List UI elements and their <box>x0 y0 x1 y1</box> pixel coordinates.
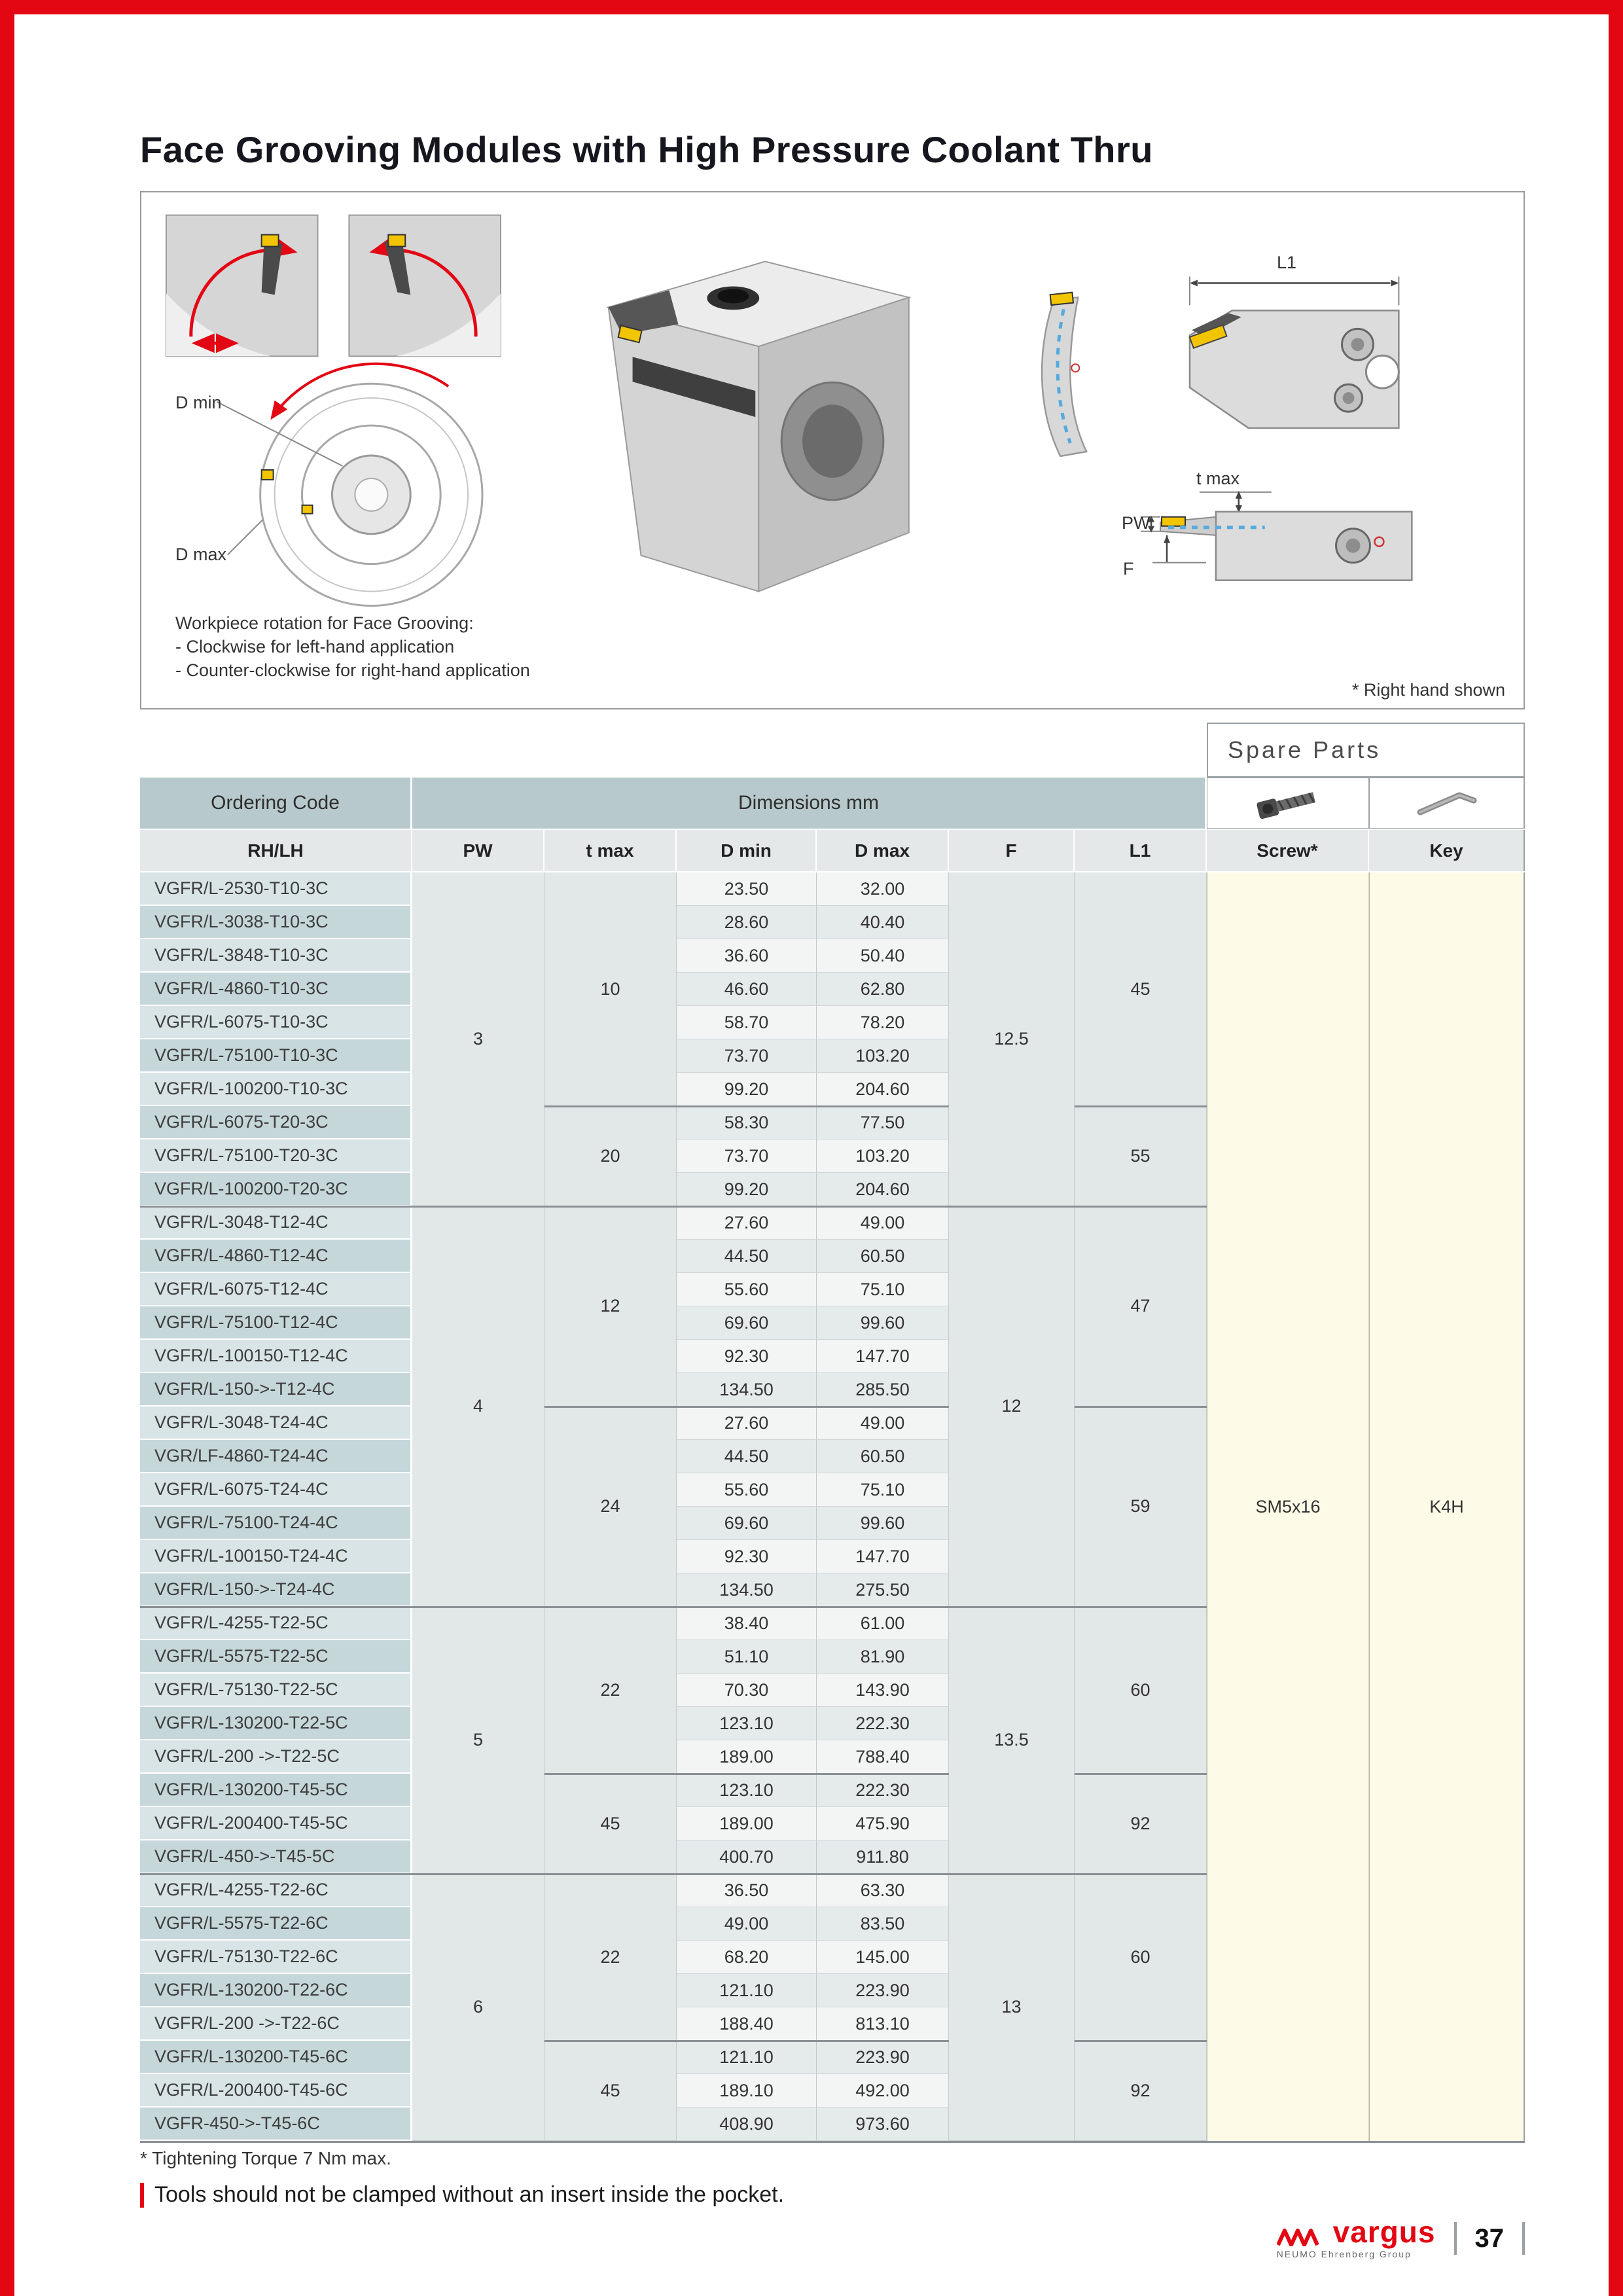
logo-zigzag-icon <box>1277 2227 1329 2246</box>
dmax-cell: 78.20 <box>817 1006 949 1039</box>
dmin-cell: 44.50 <box>677 1240 817 1273</box>
ordering-table <box>140 778 1525 2143</box>
dmax-cell: 222.30 <box>817 1707 949 1740</box>
ordering-code-cell: VGFR/L-450->-T45-5C <box>140 1840 412 1874</box>
dmax-cell: 788.40 <box>817 1740 949 1774</box>
ordering-code-cell: VGFR/L-4860-T12-4C <box>140 1240 412 1273</box>
dmin-cell: 69.60 <box>677 1306 817 1340</box>
page-title: Face Grooving Modules with High Pressure Coolant Thru <box>140 129 1153 170</box>
pw-cell: 6 <box>412 1874 544 2141</box>
technical-figure <box>140 191 1525 709</box>
dmax-cell: 911.80 <box>817 1840 949 1874</box>
ordering-code-cell: VGFR/L-6075-T10-3C <box>140 1006 412 1039</box>
dmin-cell: 58.70 <box>677 1006 817 1039</box>
dmin-cell: 68.20 <box>677 1941 817 1974</box>
tmax-cell: 20 <box>544 1106 677 1206</box>
d-min-label: D min <box>175 393 222 412</box>
ordering-code-cell: VGFR/L-3848-T10-3C <box>140 939 412 973</box>
tmax-dimension-label: t max <box>1196 469 1240 488</box>
ordering-code-cell: VGFR/L-100200-T10-3C <box>140 1073 412 1106</box>
dmin-cell: 92.30 <box>677 1540 817 1573</box>
vargus-logo <box>1277 2217 1436 2259</box>
dmax-cell: 81.90 <box>817 1640 949 1674</box>
tmax-cell: 22 <box>544 1874 677 2041</box>
footer-divider-2 <box>1522 2222 1525 2255</box>
dmin-cell: 38.40 <box>677 1607 817 1640</box>
dmin-cell: 36.50 <box>677 1874 817 1907</box>
ordering-code-cell: VGFR/L-100150-T12-4C <box>140 1340 412 1373</box>
table-body <box>140 872 1525 2143</box>
l1-cell: 47 <box>1075 1206 1207 1407</box>
dmax-cell: 973.60 <box>817 2108 949 2141</box>
table-header-row1 <box>140 778 1525 829</box>
ordering-code-cell: VGFR/L-3048-T12-4C <box>140 1206 412 1240</box>
dmax-cell: 813.10 <box>817 2007 949 2041</box>
ordering-code-cell: VGFR/L-6075-T12-4C <box>140 1273 412 1306</box>
pw-cell: 3 <box>412 872 544 1206</box>
dmax-cell: 285.50 <box>817 1373 949 1407</box>
footer-divider-1 <box>1454 2222 1457 2255</box>
l1-cell: 55 <box>1075 1106 1207 1206</box>
logo-wordmark: vargus <box>1332 2215 1436 2249</box>
l1-cell: 60 <box>1075 1874 1207 2041</box>
dmin-cell: 27.60 <box>677 1206 817 1240</box>
ordering-code-cell: VGFR/L-200 ->-T22-6C <box>140 2007 412 2041</box>
l1-cell: 92 <box>1075 2041 1207 2141</box>
f-cell: 12 <box>949 1206 1075 1607</box>
rotation-note-line2: - Clockwise for left-hand application <box>175 637 455 656</box>
module-detail-view <box>1141 491 1412 581</box>
module-side-view <box>1190 277 1399 429</box>
ordering-code-cell: VGFR/L-75130-T22-6C <box>140 1941 412 1974</box>
dmax-cell: 83.50 <box>817 1907 949 1941</box>
dmax-cell: 49.00 <box>817 1407 949 1440</box>
right-hand-note: * Right hand shown <box>1351 680 1505 700</box>
dmax-cell: 32.00 <box>817 872 949 906</box>
l1-cell: 92 <box>1075 1774 1207 1874</box>
dmin-cell: 49.00 <box>677 1907 817 1941</box>
ordering-code-cell: VGFR/L-2530-T10-3C <box>140 872 412 906</box>
dmin-cell: 58.30 <box>677 1106 817 1139</box>
dmin-cell: 28.60 <box>677 906 817 939</box>
rotation-note-line3: - Counter-clockwise for right-hand application <box>175 660 530 680</box>
dmin-cell: 46.60 <box>677 973 817 1006</box>
page-number: 37 <box>1474 2223 1504 2253</box>
ordering-code-cell: VGFR/L-5575-T22-5C <box>140 1640 412 1674</box>
dmin-cell: 73.70 <box>677 1139 817 1173</box>
d-max-label: D max <box>175 545 227 564</box>
col-header-dmax: D max <box>817 830 949 871</box>
ordering-code-cell: VGFR/L-4255-T22-5C <box>140 1607 412 1640</box>
ordering-code-cell: VGFR/L-4860-T10-3C <box>140 973 412 1006</box>
dmin-cell: 189.10 <box>677 2074 817 2108</box>
ordering-code-cell: VGFR/L-130200-T45-6C <box>140 2041 412 2074</box>
dmax-cell: 492.00 <box>817 2074 949 2108</box>
col-header-dmin: D min <box>677 830 817 871</box>
dmin-cell: 55.60 <box>677 1473 817 1507</box>
clamping-warning <box>140 2182 784 2208</box>
module-front-view <box>1042 293 1086 456</box>
ordering-code-cell: VGFR/L-200400-T45-5C <box>140 1807 412 1840</box>
l1-cell: 45 <box>1075 872 1207 1106</box>
dmax-cell: 204.60 <box>817 1173 949 1206</box>
dmin-cell: 69.60 <box>677 1507 817 1540</box>
dmax-cell: 275.50 <box>817 1573 949 1607</box>
dmin-cell: 44.50 <box>677 1440 817 1473</box>
ordering-code-cell: VGFR/L-6075-T20-3C <box>140 1106 412 1139</box>
dmin-cell: 400.70 <box>677 1840 817 1874</box>
dmax-cell: 61.00 <box>817 1607 949 1640</box>
dmax-cell: 204.60 <box>817 1073 949 1106</box>
ordering-code-cell: VGFR/L-130200-T45-5C <box>140 1774 412 1807</box>
torque-footnote: * Tightening Torque 7 Nm max. <box>140 2148 391 2168</box>
dmin-cell: 70.30 <box>677 1674 817 1707</box>
tmax-cell: 10 <box>544 872 677 1106</box>
ordering-code-cell: VGFR/L-130200-T22-5C <box>140 1707 412 1740</box>
ordering-code-cell: VGFR/L-75130-T22-5C <box>140 1674 412 1707</box>
ordering-code-cell: VGFR/L-200 ->-T22-5C <box>140 1740 412 1774</box>
l1-cell: 60 <box>1075 1607 1207 1774</box>
dmax-cell: 49.00 <box>817 1206 949 1240</box>
dmin-cell: 134.50 <box>677 1373 817 1407</box>
dmax-cell: 222.30 <box>817 1774 949 1807</box>
dmax-cell: 60.50 <box>817 1240 949 1273</box>
ordering-code-cell: VGR/LF-4860-T24-4C <box>140 1440 412 1473</box>
ordering-code-cell: VGFR/L-4255-T22-6C <box>140 1874 412 1907</box>
ordering-code-cell: VGFR/L-5575-T22-6C <box>140 1907 412 1941</box>
tmax-cell: 45 <box>544 2041 677 2141</box>
col-header-tmax: t max <box>544 830 677 871</box>
tmax-cell: 24 <box>544 1407 677 1607</box>
hex-key-icon <box>1411 786 1483 820</box>
ordering-code-cell: VGFR/L-3038-T10-3C <box>140 906 412 939</box>
dmin-cell: 121.10 <box>677 1974 817 2007</box>
dmax-cell: 147.70 <box>817 1340 949 1373</box>
dmax-cell: 77.50 <box>817 1106 949 1139</box>
f-cell: 13 <box>949 1874 1075 2141</box>
dmax-cell: 75.10 <box>817 1273 949 1306</box>
dmax-cell: 40.40 <box>817 906 949 939</box>
dmin-cell: 123.10 <box>677 1707 817 1740</box>
col-header-screw: Screw* <box>1207 830 1369 871</box>
clamping-warning-text: Tools should not be clamped without an insert inside the pocket. <box>154 2182 785 2207</box>
screw-header-cell <box>1207 778 1369 829</box>
grooving-thumbnail-left <box>166 215 318 357</box>
dmin-cell: 99.20 <box>677 1173 817 1206</box>
dmax-cell: 475.90 <box>817 1807 949 1840</box>
dmin-cell: 73.70 <box>677 1039 817 1073</box>
tmax-cell: 12 <box>544 1206 677 1407</box>
dmax-cell: 223.90 <box>817 1974 949 2007</box>
dmin-cell: 99.20 <box>677 1073 817 1106</box>
ordering-code-cell: VGFR/L-6075-T24-4C <box>140 1473 412 1507</box>
grooving-thumbnail-right <box>349 215 501 357</box>
tmax-cell: 22 <box>544 1607 677 1774</box>
col-header-f: F <box>949 830 1075 871</box>
dmax-cell: 103.20 <box>817 1139 949 1173</box>
ordering-code-cell: VGFR/L-75100-T24-4C <box>140 1507 412 1540</box>
logo-subtext: NEUMO Ehrenberg Group <box>1276 2249 1412 2259</box>
table-header-row2 <box>140 830 1525 871</box>
ordering-code-cell: VGFR/L-100150-T24-4C <box>140 1540 412 1573</box>
dmin-cell: 408.90 <box>677 2108 817 2141</box>
dmax-cell: 103.20 <box>817 1039 949 1073</box>
ordering-code-cell: VGFR/L-75100-T20-3C <box>140 1139 412 1173</box>
dmin-cell: 189.00 <box>677 1740 817 1774</box>
ordering-code-cell: VGFR/L-75100-T12-4C <box>140 1306 412 1340</box>
dmax-cell: 99.60 <box>817 1507 949 1540</box>
l1-cell: 59 <box>1075 1407 1207 1607</box>
key-header-cell <box>1369 778 1525 829</box>
pw-cell: 5 <box>412 1607 544 1874</box>
ordering-code-cell: VGFR/L-100200-T20-3C <box>140 1173 412 1206</box>
ordering-code-cell: VGFR/L-150->-T24-4C <box>140 1573 412 1607</box>
dmin-cell: 188.40 <box>677 2007 817 2041</box>
dmin-cell: 189.00 <box>677 1807 817 1840</box>
dmax-cell: 63.30 <box>817 1874 949 1907</box>
dimensions-header: Dimensions mm <box>412 778 1207 829</box>
red-frame-left <box>0 0 14 2296</box>
dmin-cell: 23.50 <box>677 872 817 906</box>
f-cell: 13.5 <box>949 1607 1075 1874</box>
l1-dimension-label: L1 <box>1277 253 1297 272</box>
dmin-cell: 123.10 <box>677 1774 817 1807</box>
dmax-cell: 99.60 <box>817 1306 949 1340</box>
module-3d-render <box>609 262 909 592</box>
dmax-cell: 62.80 <box>817 973 949 1006</box>
ordering-code-cell: VGFR/L-200400-T45-6C <box>140 2074 412 2108</box>
f-cell: 12.5 <box>949 872 1075 1206</box>
dmin-cell: 121.10 <box>677 2041 817 2074</box>
dmin-cell: 55.60 <box>677 1273 817 1306</box>
rotation-note <box>175 611 530 682</box>
dmax-cell: 60.50 <box>817 1440 949 1473</box>
red-frame-right <box>1609 0 1623 2296</box>
rotation-note-line1: Workpiece rotation for Face Grooving: <box>175 613 474 633</box>
f-dimension-label: F <box>1123 559 1134 579</box>
dmax-cell: 50.40 <box>817 939 949 973</box>
ordering-code-cell: VGFR/L-3048-T24-4C <box>140 1407 412 1440</box>
ordering-code-cell: VGFR/L-130200-T22-6C <box>140 1974 412 2007</box>
dmin-cell: 92.30 <box>677 1340 817 1373</box>
tmax-cell: 45 <box>544 1774 677 1874</box>
dmax-cell: 75.10 <box>817 1473 949 1507</box>
warning-bar <box>140 2183 144 2208</box>
red-frame-top <box>0 0 1623 14</box>
dmin-cell: 36.60 <box>677 939 817 973</box>
screw-spare-cell: SM5x16 <box>1207 872 1369 2141</box>
dmin-cell: 27.60 <box>677 1407 817 1440</box>
ordering-code-header: Ordering Code <box>140 778 412 829</box>
dmax-cell: 145.00 <box>817 1941 949 1974</box>
key-spare-cell: K4H <box>1369 872 1525 2141</box>
dmax-cell: 143.90 <box>817 1674 949 1707</box>
pw-cell: 4 <box>412 1206 544 1607</box>
pw-dimension-label: PW <box>1122 513 1150 533</box>
dmin-dmax-diagram <box>217 364 482 606</box>
ordering-code-cell: VGFR-450->-T45-6C <box>140 2108 412 2141</box>
col-header-key: Key <box>1369 830 1525 871</box>
spare-parts-heading: Spare Parts <box>1207 723 1525 778</box>
dmin-cell: 134.50 <box>677 1573 817 1607</box>
ordering-code-cell: VGFR/L-150->-T12-4C <box>140 1373 412 1407</box>
col-header-rhlh: RH/LH <box>140 830 412 871</box>
screw-icon <box>1252 786 1324 820</box>
col-header-pw: PW <box>412 830 544 871</box>
dmin-cell: 51.10 <box>677 1640 817 1674</box>
ordering-code-cell: VGFR/L-75100-T10-3C <box>140 1039 412 1073</box>
dmax-cell: 147.70 <box>817 1540 949 1573</box>
dmax-cell: 223.90 <box>817 2041 949 2074</box>
col-header-l1: L1 <box>1075 830 1207 871</box>
footer-right <box>1277 2217 1525 2259</box>
